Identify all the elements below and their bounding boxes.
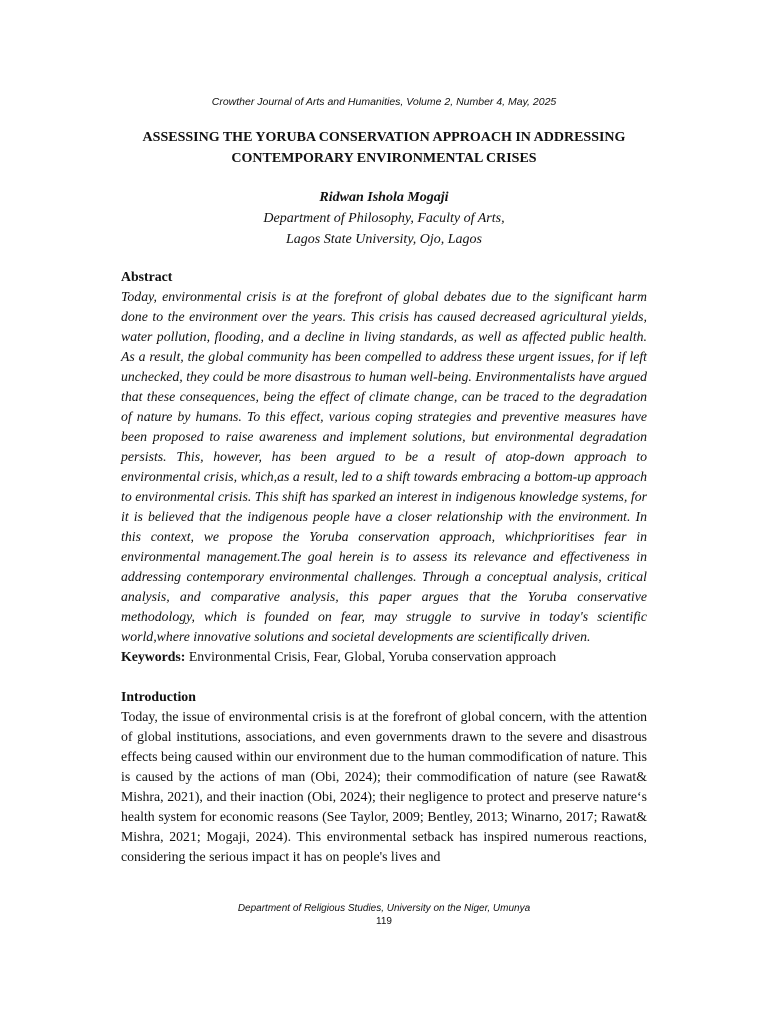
page-number: 119	[376, 916, 392, 927]
paper-title-line-2: CONTEMPORARY ENVIRONMENTAL CRISES	[231, 151, 537, 166]
body-content	[121, 267, 647, 867]
author-name: Ridwan Ishola Mogaji	[319, 190, 449, 205]
abstract-heading: Abstract	[121, 269, 173, 284]
footer-affiliation: Department of Religious Studies, University on the Niger, Umunya	[237, 903, 531, 914]
keywords-line	[121, 647, 647, 667]
keywords-label: Keywords:	[121, 649, 186, 664]
author-block	[0, 187, 768, 250]
keywords-text: Environmental Crisis, Fear, Global, Yoruba conservation approach	[188, 649, 557, 664]
author-institution: Lagos State University, Ojo, Lagos	[285, 232, 482, 247]
paper-title-line-1: ASSESSING THE YORUBA CONSERVATION APPROACH IN ADDRESSING	[142, 130, 626, 145]
journal-header: Crowther Journal of Arts and Humanities, Volume 2, Number 4, May, 2025	[211, 96, 557, 108]
introduction-heading: Introduction	[121, 689, 196, 704]
introduction-text: Today, the issue of environmental crisis is at the forefront of global concern, with the attention of global institutions, associations, and even governments drawn to the severe and disastrous effects being caused within our environment due to the human commodification of nature. This is caused by the actions of man (Obi, 2024); their commodification of nature (see Rawat& Mishra, 2021), and their inaction (Obi, 2024); their negligence to protect and preserve nature‘s health system for economic reasons (See Taylor, 2009; Bentley, 2013; Winarno, 2017; Rawat& Mishra, 2021; Mogaji, 2024). This environmental setback has inspired numerous reactions, considering the serious impact it has on people's lives and	[121, 709, 647, 864]
paper-title	[100, 127, 668, 169]
abstract-text: Today, environmental crisis is at the forefront of global debates due to the significant harm done to the environment over the years. This crisis has caused decreased agricultural yields, water pollution, flooding, and a decline in living standards, as well as affected public health. As a result, the global community has been compelled to address these urgent issues, for if left unchecked, they could be more disastrous to human well-being. Environmentalists have argued that these consequences, being the effect of climate change, can be traced to the degradation of nature by humans. To this effect, various coping strategies and preventive measures have been proposed to raise awareness and implement solutions, but environmental degradation persists. This, however, has been argued to be a result of atop-down approach to environmental crisis, which,as a result, led to a shift towards embracing a bottom-up approach to environmental crisis. This shift has sparked an interest in indigenous knowledge systems, for it is believed that the indigenous people have a closer relationship with the environment. In this context, we propose the Yoruba conservation approach, whichprioritises fear in environmental management.The goal herein is to assess its relevance and effectiveness in addressing contemporary environmental challenges. Through a conceptual analysis, critical analysis, and comparative analysis, this paper argues that the Yoruba conservative methodology, which is founded on fear, may struggle to survive in today's scientific world,where innovative solutions and societal developments are scientifically driven.	[121, 289, 647, 644]
author-department: Department of Philosophy, Faculty of Arts,	[263, 211, 505, 226]
